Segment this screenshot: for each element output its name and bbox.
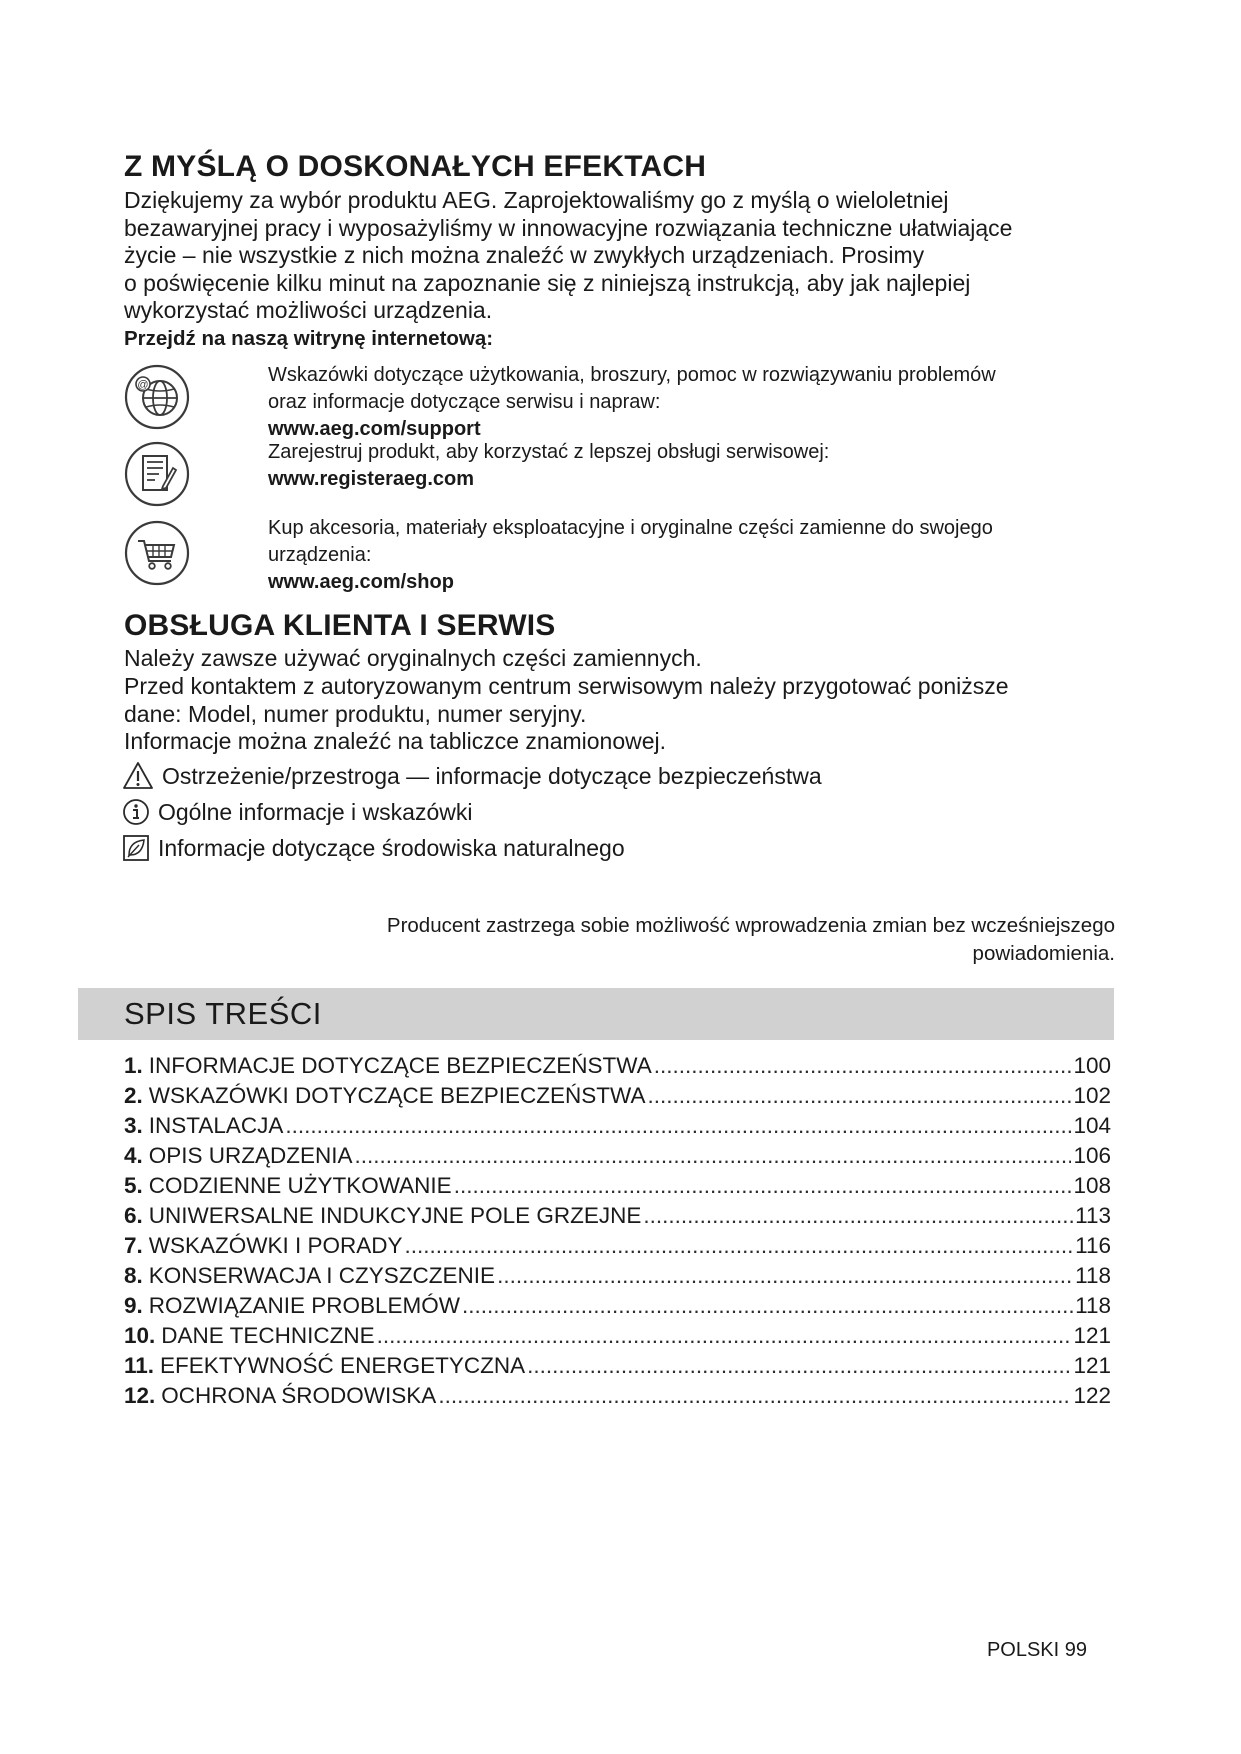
toc-dot-leader: [377, 1323, 1072, 1349]
toc-dot-leader: [462, 1293, 1073, 1319]
toc-entry-number: 11.: [124, 1353, 155, 1378]
toc-entry-number: 8.: [124, 1263, 143, 1288]
toc-entry-title: DANE TECHNICZNE: [161, 1323, 375, 1348]
svg-text:@: @: [137, 379, 149, 391]
toc-entry[interactable]: [124, 1203, 1111, 1233]
shopping-cart-icon: [123, 519, 191, 587]
service-line: Przed kontaktem z autoryzowanym centrum serwisowym należy przygotować poniższe: [124, 672, 1009, 699]
register-url-link[interactable]: www.registeraeg.com: [268, 468, 474, 490]
toc-entry-page: 104: [1073, 1113, 1111, 1138]
toc-dot-leader: [355, 1143, 1072, 1169]
website-heading: Przejdź na naszą witrynę internetową:: [124, 327, 494, 350]
disclaimer-line: Producent zastrzega sobie możliwość wprowadzenia zmian bez wcześniejszego: [386, 914, 1115, 937]
intro-line: bezawaryjnej pracy i wyposażyliśmy w innowacyjne rozwiązania techniczne ułatwiające: [124, 214, 1013, 241]
toc-entry-number: 9.: [124, 1293, 143, 1318]
legend-environment: [122, 832, 625, 864]
toc-entry-page: 102: [1073, 1083, 1111, 1108]
toc-entry-page: 118: [1075, 1293, 1111, 1318]
toc-entry-title: OPIS URZĄDZENIA: [148, 1143, 353, 1168]
intro-line: o poświęcenie kilku minut na zapoznanie się z niniejszą instrukcją, aby jak najlepiej: [124, 269, 971, 296]
intro-line: życie – nie wszystkie z nich można znaleźć w zwykłych urządzeniach. Prosimy: [124, 242, 925, 269]
toc-entry-page: 118: [1075, 1263, 1111, 1288]
toc-entry[interactable]: [124, 1083, 1111, 1113]
toc-dot-leader: [643, 1203, 1073, 1229]
register-info: [268, 439, 1148, 493]
intro-paragraph: [124, 187, 1124, 325]
toc-entry-number: 3.: [124, 1113, 143, 1138]
service-heading: OBSŁUGA KLIENTA I SERWIS: [124, 609, 556, 642]
toc-entry[interactable]: [124, 1143, 1111, 1173]
toc-entry-page: 121: [1073, 1353, 1111, 1378]
leaf-icon: [122, 834, 150, 862]
support-line: Wskazówki dotyczące użytkowania, broszury, pomoc w rozwiązywaniu problemów: [268, 364, 996, 386]
toc-entry-page: 116: [1075, 1233, 1111, 1258]
toc-dot-leader: [647, 1083, 1071, 1109]
toc-entry[interactable]: [124, 1173, 1111, 1203]
toc-dot-leader: [454, 1173, 1072, 1199]
support-url-link[interactable]: www.aeg.com/support: [268, 418, 481, 440]
register-form-icon: [123, 440, 191, 508]
toc-dot-leader: [527, 1353, 1071, 1379]
intro-heading: Z MYŚLĄ O DOSKONAŁYCH EFEKTACH: [124, 150, 707, 183]
shop-url-link[interactable]: www.aeg.com/shop: [268, 571, 454, 593]
toc-entry-title: INSTALACJA: [148, 1113, 284, 1138]
service-line: Informacje można znaleźć na tabliczce znamionowej.: [124, 728, 667, 755]
toc-dot-leader: [438, 1383, 1071, 1409]
support-line: oraz informacje dotyczące serwisu i napraw:: [268, 391, 661, 413]
toc-entry[interactable]: [124, 1323, 1111, 1353]
toc-entry[interactable]: [124, 1353, 1111, 1383]
service-line: Należy zawsze używać oryginalnych części zamiennych.: [124, 645, 702, 671]
toc-entry-title: EFEKTYWNOŚĆ ENERGETYCZNA: [160, 1353, 526, 1378]
page-footer: POLSKI 99: [986, 1639, 1087, 1661]
toc-entry[interactable]: [124, 1053, 1111, 1083]
toc-entry[interactable]: [124, 1113, 1111, 1143]
toc-entry-title: KONSERWACJA I CZYSZCZENIE: [148, 1263, 496, 1288]
toc-header-band: [78, 988, 1114, 1040]
legend-info-text: Ogólne informacje i wskazówki: [158, 798, 473, 825]
toc-entry-title: OCHRONA ŚRODOWISKA: [161, 1383, 437, 1408]
toc-entry-title: CODZIENNE UŻYTKOWANIE: [148, 1173, 452, 1198]
legend-warning: [122, 760, 822, 792]
toc-entry-number: 2.: [124, 1083, 143, 1108]
table-of-contents: [124, 1053, 1111, 1413]
intro-line: Dziękujemy za wybór produktu AEG. Zaprojektowaliśmy go z myślą o wieloletniej: [124, 187, 949, 213]
toc-entry-title: UNIWERSALNE INDUKCYJNE POLE GRZEJNE: [148, 1203, 642, 1228]
shop-info: [268, 515, 1148, 596]
shop-line: Kup akcesoria, materiały eksploatacyjne i oryginalne części zamienne do swojego: [268, 517, 993, 539]
legend-info: [122, 796, 472, 828]
toc-entry-title: WSKAZÓWKI DOTYCZĄCE BEZPIECZEŃSTWA: [148, 1083, 646, 1108]
toc-entry-number: 4.: [124, 1143, 143, 1168]
toc-dot-leader: [654, 1053, 1072, 1079]
legend-environment-text: Informacje dotyczące środowiska naturalnego: [158, 834, 625, 861]
service-line: dane: Model, numer produktu, numer seryjny.: [124, 700, 587, 727]
service-paragraph: [124, 645, 1124, 756]
disclaimer-line: powiadomienia.: [972, 941, 1115, 965]
toc-entry-page: 106: [1073, 1143, 1111, 1168]
toc-entry-number: 10.: [124, 1323, 156, 1348]
info-icon: [122, 798, 150, 826]
toc-entry-number: 7.: [124, 1233, 143, 1258]
toc-dot-leader: [285, 1113, 1071, 1139]
toc-entry-number: 12.: [124, 1383, 156, 1408]
toc-entry-title: ROZWIĄZANIE PROBLEMÓW: [148, 1293, 461, 1318]
toc-entry[interactable]: [124, 1383, 1111, 1413]
warning-triangle-icon: [122, 761, 154, 791]
toc-entry-page: 113: [1075, 1203, 1111, 1228]
legend-warning-text: Ostrzeżenie/przestroga — informacje dotyczące bezpieczeństwa: [162, 762, 822, 789]
shop-line: urządzenia:: [268, 544, 372, 566]
toc-dot-leader: [405, 1233, 1074, 1259]
disclaimer: [215, 912, 1115, 967]
toc-entry-number: 5.: [124, 1173, 143, 1198]
toc-title: SPIS TREŚCI: [124, 996, 322, 1031]
globe-at-icon: [123, 363, 191, 431]
toc-entry-title: INFORMACJE DOTYCZĄCE BEZPIECZEŃSTWA: [148, 1053, 652, 1078]
toc-entry[interactable]: [124, 1233, 1111, 1263]
toc-entry-number: 1.: [124, 1053, 143, 1078]
toc-entry-title: WSKAZÓWKI I PORADY: [148, 1233, 403, 1258]
toc-entry-page: 121: [1073, 1323, 1111, 1348]
toc-entry[interactable]: [124, 1263, 1111, 1293]
toc-dot-leader: [497, 1263, 1073, 1289]
toc-entry-page: 122: [1073, 1383, 1111, 1408]
toc-entry-page: 108: [1073, 1173, 1111, 1198]
support-info: [268, 362, 1148, 443]
register-line: Zarejestruj produkt, aby korzystać z lepszej obsługi serwisowej:: [268, 441, 830, 463]
toc-entry-number: 6.: [124, 1203, 143, 1228]
intro-line: wykorzystać możliwości urządzenia.: [124, 297, 493, 324]
toc-entry-page: 100: [1073, 1053, 1111, 1078]
toc-entry[interactable]: [124, 1293, 1111, 1323]
